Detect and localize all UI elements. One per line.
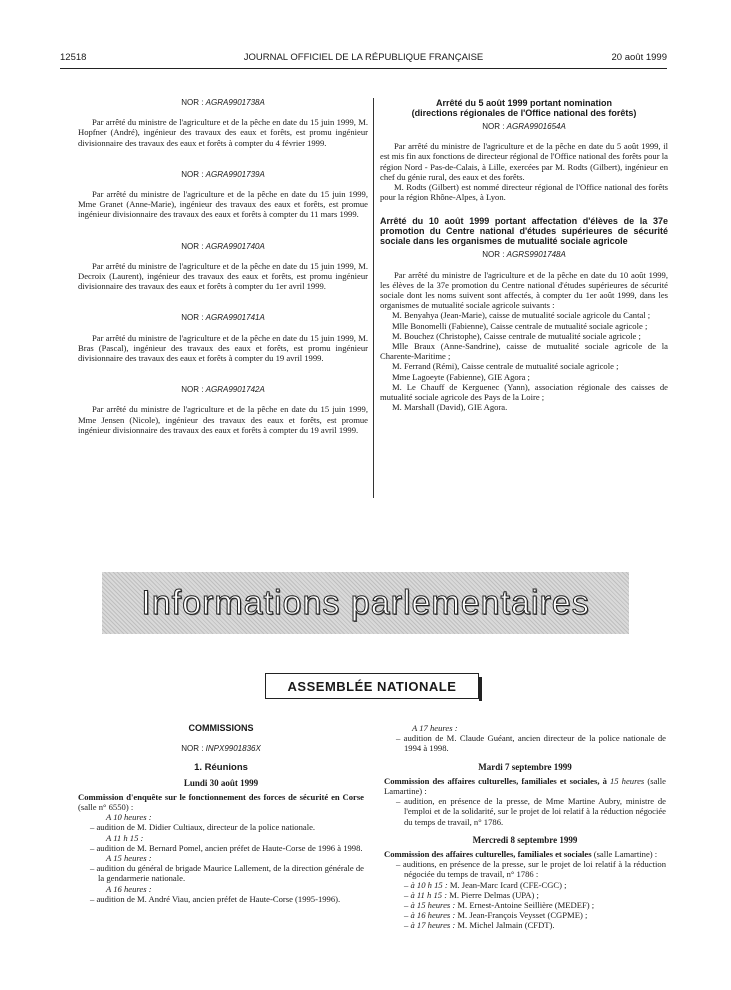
page-header (60, 52, 667, 66)
decree-block (78, 242, 368, 292)
hearing-item: – à 11 h 15 : M. Pierre Delmas (UPA) ; (404, 889, 539, 900)
commission-title: Commission des affaires culturelles, familiales et sociales, à 15 heures (salle Lamartine) : (384, 775, 666, 797)
day-heading: Lundi 30 août 1999 (183, 777, 259, 788)
commissions-heading: COMMISSIONS (188, 723, 254, 733)
hearing-item: – à 15 heures : M. Ernest-Antoine Seillière (MEDEF) ; (404, 900, 595, 911)
arrete-title: Arrêté du 10 août 1999 portant affectation d'élèves de la 37e promotion du Centre national d'études supérieures de sécurité sociale dans les organismes de mutualité sociale agricole (380, 216, 668, 247)
agenda-entry: – audition de M. Didier Cultiaux, directeur de la police nationale. (90, 822, 316, 833)
decree-text: Par arrêté du ministre de l'agriculture et de la pêche en date du 15 juin 1999, M. Decroix (Laurent), ingénieur des travaux des eaux et forêts, est promu ingénieur divisionnaire des travaux des eaux et forêts à compter du 1er avril 1999. (78, 260, 368, 292)
decree-text: Par arrêté du ministre de l'agriculture et de la pêche en date du 15 juin 1999, M. Bras (Pascal), ingénieur des travaux des eaux et forêts, est promu ingénieur divisionnaire des travaux des eaux et forêts à compter du 19 avril 1999. (78, 332, 368, 364)
right-column-top (380, 98, 668, 412)
commission-title: Commission des affaires culturelles, familiales et sociales (salle Lamartine) : (384, 849, 658, 860)
nor-reference: NOR : AGRS9901748A (482, 250, 566, 260)
assemblee-title: ASSEMBLÉE NATIONALE (287, 678, 457, 694)
list-item: M. Bouchez (Christophe), Caisse centrale de mutualité sociale agricole ; (392, 330, 641, 341)
arrete-title: Arrêté du 5 août 1999 portant nomination (directions régionales de l'Office national des forêts) (411, 98, 637, 118)
list-item: M. Le Chauff de Kerguenec (Yann), association régionale des caisses de mutualité sociale agricole des Pays de la Loire ; (380, 381, 668, 403)
hour-label: A 11 h 15 : (106, 832, 144, 843)
agenda-entry: – audition de M. André Viau, ancien préfet de Haute-Corse (1995-1996). (90, 893, 341, 904)
right-column-bottom (384, 723, 666, 931)
hour-label: A 16 heures : (106, 883, 152, 894)
decree-block (78, 170, 368, 220)
decree-block (78, 98, 368, 148)
issue-date: 20 août 1999 (611, 52, 667, 63)
hour-label: A 17 heures : (412, 723, 458, 733)
decree-text: Par arrêté du ministre de l'agriculture et de la pêche en date du 15 juin 1999, Mme Granet (Anne-Marie), ingénieur des travaux des eaux et forêts, est promue ingénieur divisionnaire des travaux des eaux et forêts à compter du 11 mars 1999. (78, 189, 368, 220)
section-banner (102, 572, 629, 634)
list-item: Mme Lagoeyte (Fabienne), GIE Agora ; (392, 371, 530, 382)
agenda-entry: – audition du général de brigade Maurice Lallement, de la direction générale de la gendarmerie nationale. (90, 863, 364, 884)
agenda-entry: – audition, en présence de la presse, de Mme Martine Aubry, ministre de l'emploi et de la solidarité, sur le projet de loi relatif à la réduction négociée du temps de travail, n° 1786. (396, 796, 666, 827)
section-heading: 1. Réunions (194, 762, 248, 774)
decree-block (78, 385, 368, 435)
list-item: M. Ferrand (Rémi), Caisse centrale de mutualité sociale agricole ; (392, 361, 619, 372)
nor-reference: NOR : AGRA9901742A (181, 385, 265, 395)
decree-block (78, 313, 368, 363)
day-heading: Mardi 7 septembre 1999 (478, 761, 572, 772)
hour-label: A 15 heures : (106, 853, 152, 864)
arrete-affectation (380, 216, 668, 412)
agenda-entry: – audition de M. Claude Guéant, ancien directeur de la police nationale de 1994 à 1998. (396, 733, 666, 754)
nor-reference: NOR : AGRA9901741A (181, 313, 265, 323)
nor-reference: NOR : INPX9901836X (181, 744, 261, 754)
nor-reference: NOR : AGRA9901654A (482, 122, 566, 131)
hour-label: A 10 heures : (106, 812, 152, 823)
commission-title: Commission d'enquête sur le fonctionnement des forces de sécurité en Corse (salle n° 6550) : (78, 791, 364, 813)
assemblee-box (265, 673, 479, 699)
hearing-item: – à 17 heures : M. Michel Jalmain (CFDT). (404, 920, 555, 931)
agenda-entry: – audition de M. Bernard Pomel, ancien préfet de Haute-Corse de 1996 à 1998. (90, 842, 363, 853)
decree-text: Par arrêté du ministre de l'agriculture et de la pêche en date du 15 juin 1999, M. Hopfner (André), ingénieur des travaux des eaux et forêts, est promu ingénieur divisionnaire des travaux des eaux et forêts à compter du 4 février 1999. (78, 117, 368, 148)
column-divider (373, 98, 374, 498)
list-item: Mlle Braux (Anne-Sandrine), caisse de mutualité sociale agricole de la Charente-Maritime ; (380, 341, 668, 362)
left-column-top (78, 98, 368, 457)
hearing-item: – à 16 heures : M. Jean-François Veysset (CGPME) ; (404, 910, 588, 921)
nor-reference: NOR : AGRA9901738A (181, 98, 265, 107)
arrete-intro: Par arrêté du ministre de l'agriculture et de la pêche en date du 10 août 1999, les élèves de la 37e promotion du Centre national d'études supérieures de sécurité sociale dont les noms suivent sont affectés, à compter du 1er août 1999, dans les organismes de mutualité sociale agricole suivants : (380, 269, 668, 311)
list-item: Mlle Bonomelli (Fabienne), Caisse centrale de mutualité sociale agricole ; (392, 320, 648, 331)
hearing-item: – à 10 h 15 : M. Jean-Marc Icard (CFE-CGC) ; (404, 879, 567, 890)
banner-title: Informations parlementaires (141, 583, 590, 622)
day-heading: Mercredi 8 septembre 1999 (472, 834, 578, 845)
left-column-bottom (78, 723, 364, 904)
nor-reference: NOR : AGRA9901740A (181, 241, 265, 251)
header-rule (60, 68, 667, 69)
arrete-nomination (380, 98, 668, 202)
decree-text: Par arrêté du ministre de l'agriculture et de la pêche en date du 15 juin 1999, Mme Jensen (Nicole), ingénieur des travaux des eaux et forêts, est promue ingénieur divisionnaire des travaux des eaux et forêts à compter du 19 avril 1999. (78, 404, 368, 435)
arrete-paragraph: M. Rodts (Gilbert) est nommé directeur régional de l'Office national des forêts pour la région Rhône-Alpes, à Lyon. (380, 182, 668, 203)
list-item: M. Marshall (David), GIE Agora. (392, 402, 508, 413)
agenda-entry: – auditions, en présence de la presse, sur le projet de loi relatif à la réduction négociée du temps de travail, n° 1786 : (396, 859, 666, 880)
page-number: 12518 (60, 52, 87, 63)
arrete-paragraph: Par arrêté du ministre de l'agriculture et de la pêche en date du 5 août 1999, il est mis fin aux fonctions de directeur régional de l'Office national des forêts pour la région Nord - Pas-de-Calais, à Lille, exercées par M. Rodts (Gilbert), ingénieur en chef du génie rural, des eaux et des forêts. (380, 141, 668, 182)
journal-title: JOURNAL OFFICIEL DE LA RÉPUBLIQUE FRANÇAISE (243, 52, 484, 63)
nor-reference: NOR : AGRA9901739A (181, 169, 265, 179)
list-item: M. Benyahya (Jean-Marie), caisse de mutualité sociale agricole du Cantal ; (392, 310, 651, 321)
